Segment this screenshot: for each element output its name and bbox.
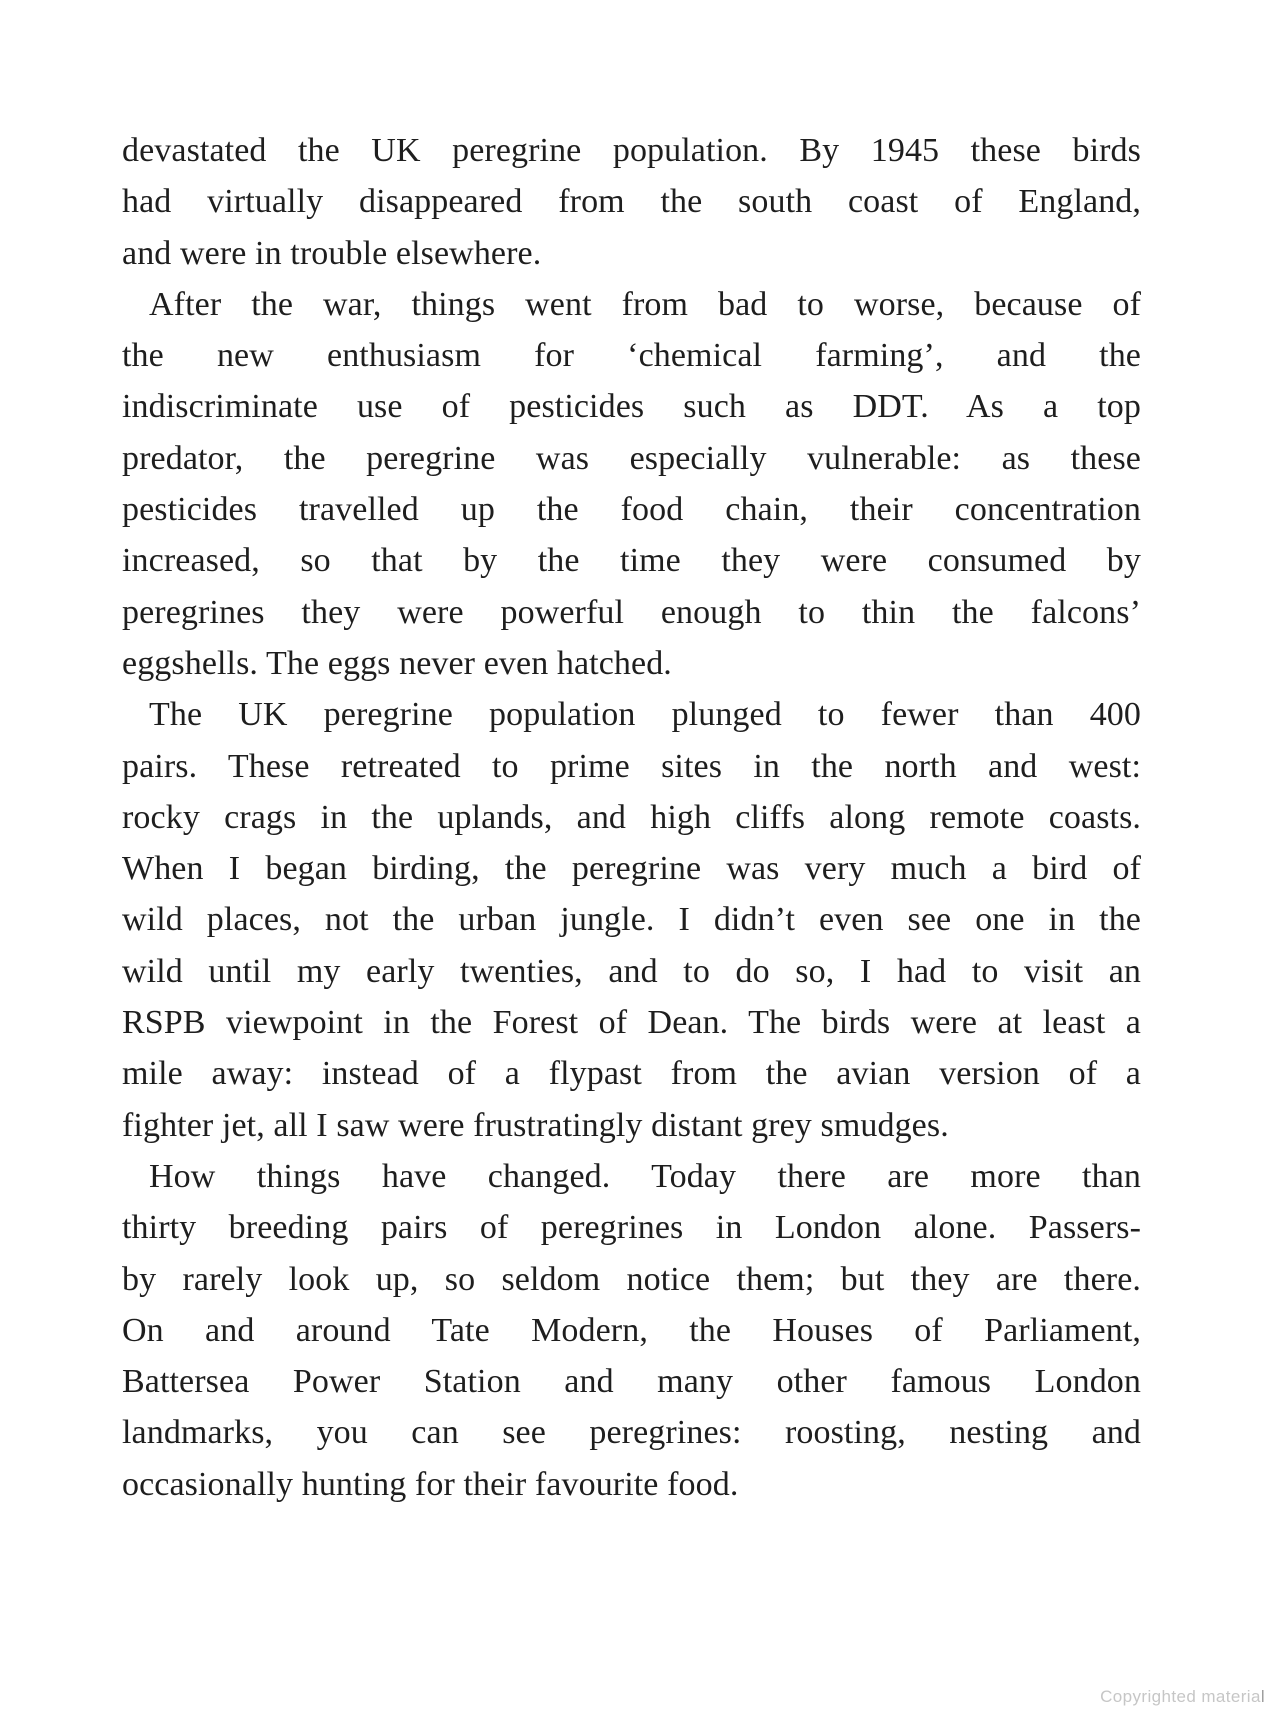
text-line: and were in trouble elsewhere. [122,234,542,272]
text-line: RSPB viewpoint in the Forest of Dean. The birds were at least a [122,1004,1141,1042]
text-line: After the war, things went from bad to worse, because of [149,285,1141,323]
text-line: fighter jet, all I saw were frustratingly distant grey smudges. [122,1106,949,1144]
text-line: eggshells. The eggs never even hatched. [122,644,672,682]
text-line: had virtually disappeared from the south coast of England, [122,183,1141,221]
paragraph [122,279,1141,689]
paragraph [122,1151,1141,1510]
text-line: increased, so that by the time they were consumed by [122,542,1141,580]
text-line: occasionally hunting for their favourite food. [122,1465,739,1503]
text-line: landmarks, you can see peregrines: roosting, nesting and [122,1414,1141,1452]
text-line: When I began birding, the peregrine was very much a bird of [122,850,1141,888]
text-line: The UK peregrine population plunged to fewer than 400 [149,696,1141,734]
paragraph [122,125,1141,279]
text-line: devastated the UK peregrine population. By 1945 these birds [122,132,1141,169]
text-line: rocky crags in the uplands, and high cliffs along remote coasts. [122,798,1141,836]
text-line: pairs. These retreated to prime sites in the north and west: [122,747,1141,785]
text-line: peregrines they were powerful enough to thin the falcons’ [122,593,1141,631]
text-line: thirty breeding pairs of peregrines in London alone. Passers- [122,1209,1141,1247]
text-line: On and around Tate Modern, the Houses of Parliament, [122,1311,1141,1349]
copyright-watermark: Copyrighted material [1100,1687,1265,1706]
text-line: wild places, not the urban jungle. I didn’t even see one in the [122,901,1141,939]
text-line: predator, the peregrine was especially vulnerable: as these [122,439,1141,477]
text-line: wild until my early twenties, and to do so, I had to visit an [122,952,1141,990]
text-line: How things have changed. Today there are more than [149,1157,1141,1195]
text-line: by rarely look up, so seldom notice them; but they are there. [122,1260,1141,1298]
text-line: pesticides travelled up the food chain, their concentration [122,491,1141,529]
watermark-last-char: l [1260,1687,1265,1706]
body-text [122,125,1141,1510]
text-line: indiscriminate use of pesticides such as DDT. As a top [122,388,1141,426]
text-line: the new enthusiasm for ‘chemical farming’, and the [122,337,1141,375]
text-line: Battersea Power Station and many other famous London [122,1363,1141,1401]
text-line: mile away: instead of a flypast from the avian version of a [122,1055,1141,1093]
paragraph [122,689,1141,1151]
